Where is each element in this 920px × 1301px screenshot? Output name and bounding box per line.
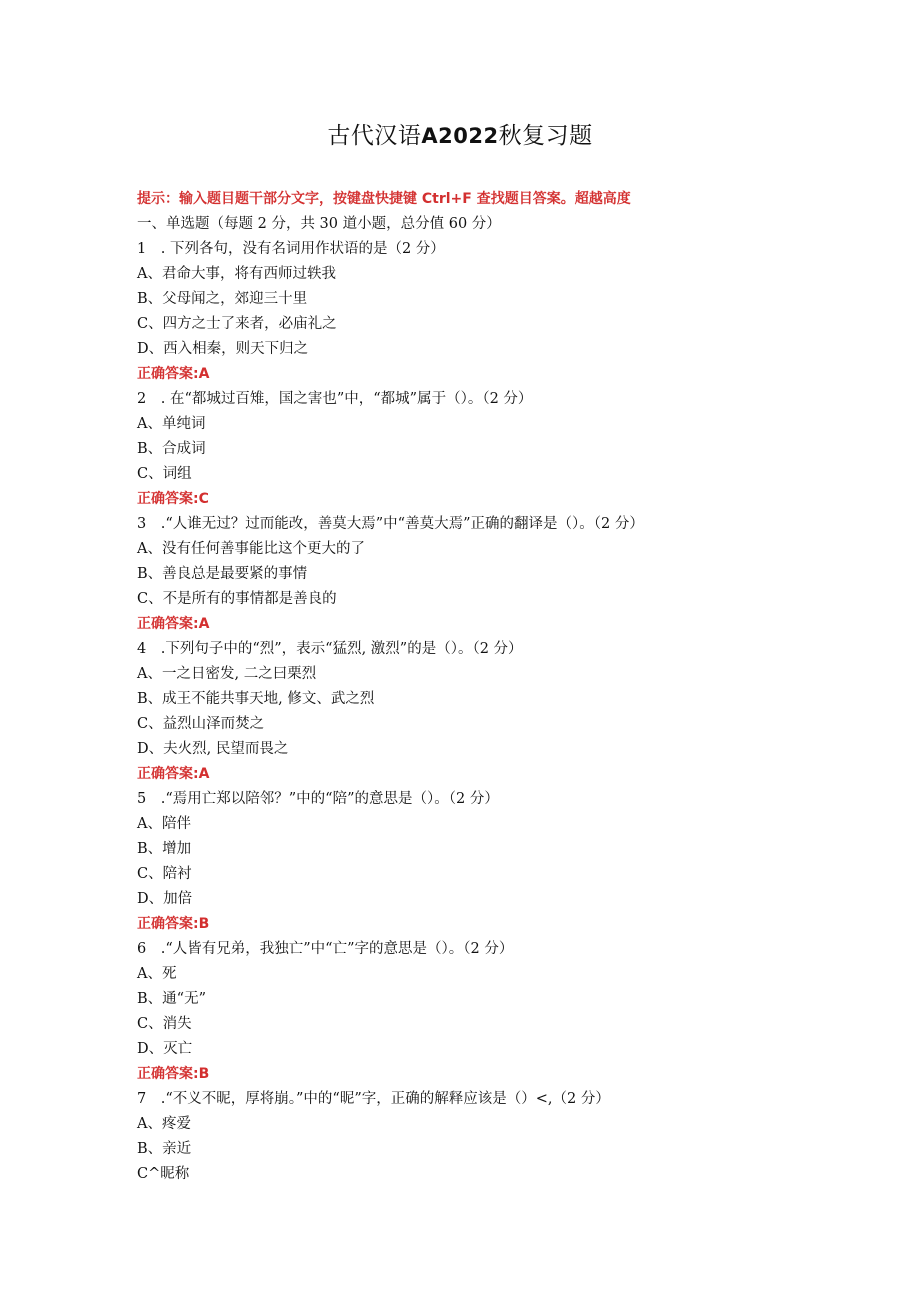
answer-value: A [198,366,210,382]
question-stem: 5 .“焉用亡郑以陪邻？”中的“陪”的意思是（）。（2 分） [137,791,499,807]
answer-label: 正确答案: [137,916,199,932]
answer-value: A [198,616,210,632]
question-option: C、四方之士了来者，必庙礼之 [137,316,337,332]
document-title [0,118,920,154]
answer-value: C [198,491,209,507]
answer-label: 正确答案: [137,766,199,782]
question-option: B、父母闻之，郊迎三十里 [137,291,308,307]
section-header: 一、单选题（每题 2 分，共 30 道小题，总分值 60 分） [137,216,501,232]
question-option: C^昵称 [137,1166,190,1182]
question-option: C、陪衬 [137,866,192,882]
question-option: D、加倍 [137,891,193,907]
answer-value: B [198,1066,210,1082]
question-stem: 2 . 在“都城过百雉，国之害也”中，“都城”属于（）。（2 分） [137,391,533,407]
question-option: B、善良总是最要紧的事情 [137,566,308,582]
question-option: C、词组 [137,466,192,482]
title-suffix: 秋复习题 [498,123,593,149]
question-option: B、合成词 [137,441,206,457]
question-stem: 1 . 下列各句，没有名词用作状语的是（2 分） [137,241,445,257]
question-option: A、君命大事，将有西师过轶我 [137,266,336,282]
question-option: D、西入相秦，则天下归之 [137,341,309,357]
correct-answer [137,362,837,387]
question-option: D、夫火烈, 民望而畏之 [137,741,289,757]
question-option: A、陪伴 [137,816,191,832]
question-option: B、亲近 [137,1141,192,1157]
correct-answer [137,1062,837,1087]
question-option: B、增加 [137,841,192,857]
question-option: A、死 [137,966,177,982]
question-option: A、单纯词 [137,416,206,432]
title-code: A2022 [421,124,499,148]
answer-value: A [198,766,210,782]
answer-label: 正确答案: [137,1066,199,1082]
search-hint: 提示：输入题目题干部分文字，按键盘快捷键 Ctrl+F 查找题目答案。超越高度 [137,191,631,207]
question-option: A、疼爱 [137,1116,191,1132]
question-option: B、成王不能共事天地, 修文、武之烈 [137,691,375,707]
question-option: B、通“无” [137,991,206,1007]
question-option: A、没有任何善事能比这个更大的了 [137,541,365,557]
question-stem: 7 .“不义不昵，厚将崩。”中的“昵”字，正确的解释应该是（）<,（2 分） [137,1091,610,1107]
question-option: C、益烈山泽而焚之 [137,716,265,732]
question-stem: 4 .下列句子中的“烈”，表示“猛烈, 激烈”的是（）。（2 分） [137,641,523,657]
question-option: C、不是所有的事情都是善良的 [137,591,337,607]
answer-label: 正确答案: [137,491,199,507]
question-option: D、灭亡 [137,1041,193,1057]
correct-answer [137,487,837,512]
document-body [137,187,837,1187]
correct-answer [137,912,837,937]
title-prefix: 古代汉语 [327,123,422,149]
correct-answer [137,612,837,637]
answer-value: B [198,916,210,932]
correct-answer [137,762,837,787]
question-stem: 3 .“人谁无过？过而能改，善莫大焉”中“善莫大焉”正确的翻译是（）。（2 分） [137,516,644,532]
question-stem: 6 .“人皆有兄弟，我独亡”中“亡”字的意思是（）。（2 分） [137,941,514,957]
question-option: A、一之日密发, 二之曰栗烈 [137,666,317,682]
answer-label: 正确答案: [137,616,199,632]
answer-label: 正确答案: [137,366,199,382]
question-option: C、消失 [137,1016,192,1032]
